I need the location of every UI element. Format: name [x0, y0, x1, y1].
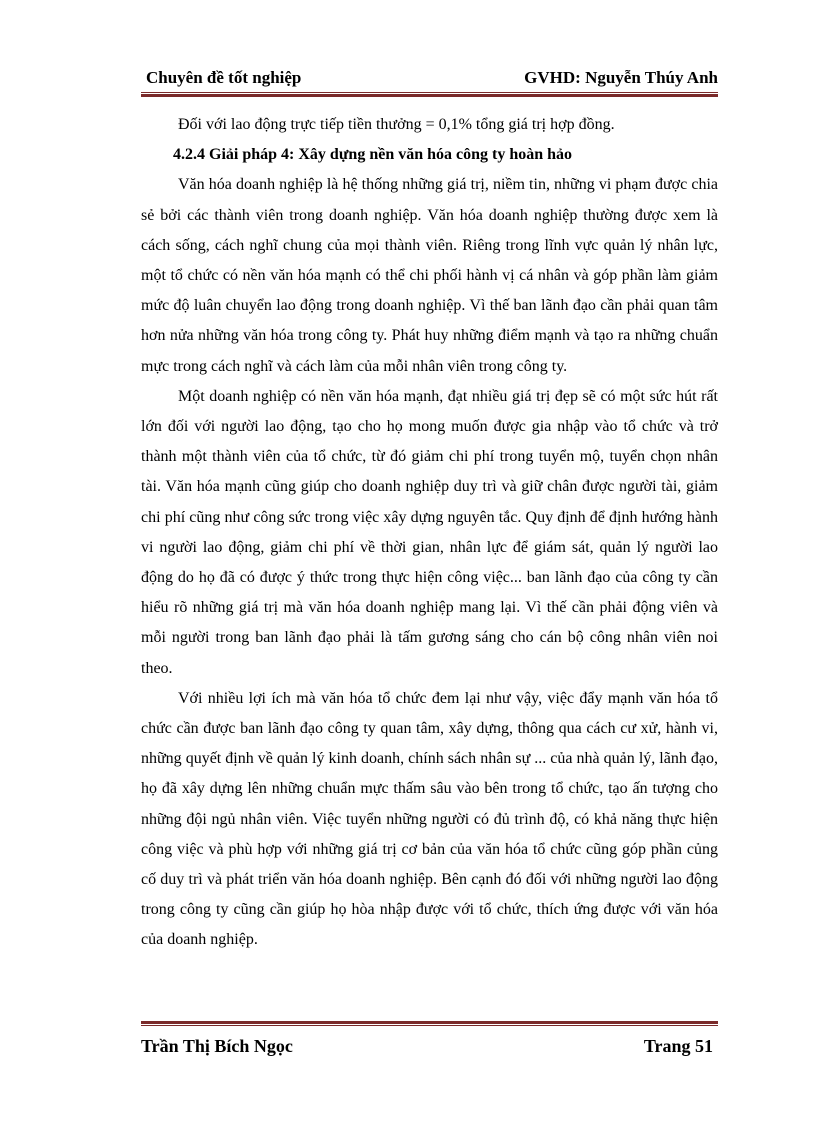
footer-author: Trần Thị Bích Ngọc	[141, 1036, 293, 1056]
body-content	[141, 110, 718, 956]
footer-rule-thick	[141, 1021, 718, 1024]
paragraph-3: Với nhiều lợi ích mà văn hóa tổ chức đem lại như vậy, việc đẩy mạnh văn hóa tổ chức cần được ban lãnh đạo công ty quan tâm, xây dựng, thông qua cách cư xử, hành vi, những quyết định về quản lý kinh doanh, chính sách nhân sự ... của nhà quản lý, lãnh đạo, họ đã xây dựng lên những chuẩn mực thấm sâu vào bên trong tổ chức, tạo ấn tượng cho những đội ngủ nhân viên. Việc tuyển những người có đủ trình độ, có khả năng thực hiện công việc và phù hợp với những giá trị cơ bản của văn hóa tổ chức cũng góp phần củng cố duy trì và phát triển văn hóa doanh nghiệp. Bên cạnh đó đối với những người lao động trong công ty cũng cần giúp họ hòa nhập được với tổ chức, thích ứng được với văn hóa của doanh nghiệp.	[141, 689, 718, 949]
page-number: Trang 51	[643, 1036, 713, 1056]
intro-line: Đối với lao động trực tiếp tiền thưởng = 0,1% tổng giá trị hợp đồng.	[178, 116, 615, 133]
header-advisor: GVHD: Nguyễn Thúy Anh	[524, 68, 718, 87]
page-header	[141, 66, 718, 90]
header-rule	[141, 92, 718, 97]
header-rule-thin	[141, 92, 718, 93]
paragraph-1: Văn hóa doanh nghiệp là hệ thống những giá trị, niềm tin, những vi phạm được chia sẻ bởi các thành viên trong doanh nghiệp. Văn hóa doanh nghiệp thường được xem là cách sống, cách nghĩ chung của mọi thành viên. Riêng trong lĩnh vực quản lý nhân lực, một tổ chức có nền văn hóa mạnh có thể chi phối hành vị cá nhân và góp phần làm giảm mức độ luân chuyển lao động trong doanh nghiệp. Vì thế ban lãnh đạo cần phải quan tâm hơn nửa những văn hóa trong công ty. Phát huy những điểm mạnh và tạo ra những chuẩn mực trong cách nghĩ và cách làm của mỗi nhân viên trong công ty.	[141, 176, 718, 375]
header-title: Chuyên đề tốt nghiệp	[146, 68, 302, 87]
section-heading: 4.2.4 Giải pháp 4: Xây dựng nền văn hóa công ty hoàn hảo	[173, 146, 573, 164]
footer-rule	[141, 1021, 718, 1026]
page-footer	[141, 1033, 718, 1059]
paragraph-2: Một doanh nghiệp có nền văn hóa mạnh, đạt nhiều giá trị đẹp sẽ có một sức hút rất lớn đối với người lao động, tạo cho họ mong muốn được gia nhập vào tổ chức và trở thành một thành viên của tổ chức, từ đó giảm chi phí trong tuyển mộ, tuyển chọn nhân tài. Văn hóa mạnh cũng giúp cho doanh nghiệp duy trì và giữ chân được người tài, giảm chi phí cũng như công sức trong việc xây dựng nguyên tắc. Quy định để định hướng hành vi người lao động, giảm chi phí về thời gian, nhân lực để giám sát, quản lý người lao động do họ đã có được ý thức trong thực hiện công việc... ban lãnh đạo của công ty cần hiểu rõ những giá trị mà văn hóa doanh nghiệp mang lại. Vì thế cần phải động viên và mỗi người trong ban lãnh đạo phải là tấm gương sáng cho cán bộ công nhân viên noi theo.	[141, 387, 718, 677]
header-rule-thick	[141, 94, 718, 97]
footer-rule-thin	[141, 1025, 718, 1026]
